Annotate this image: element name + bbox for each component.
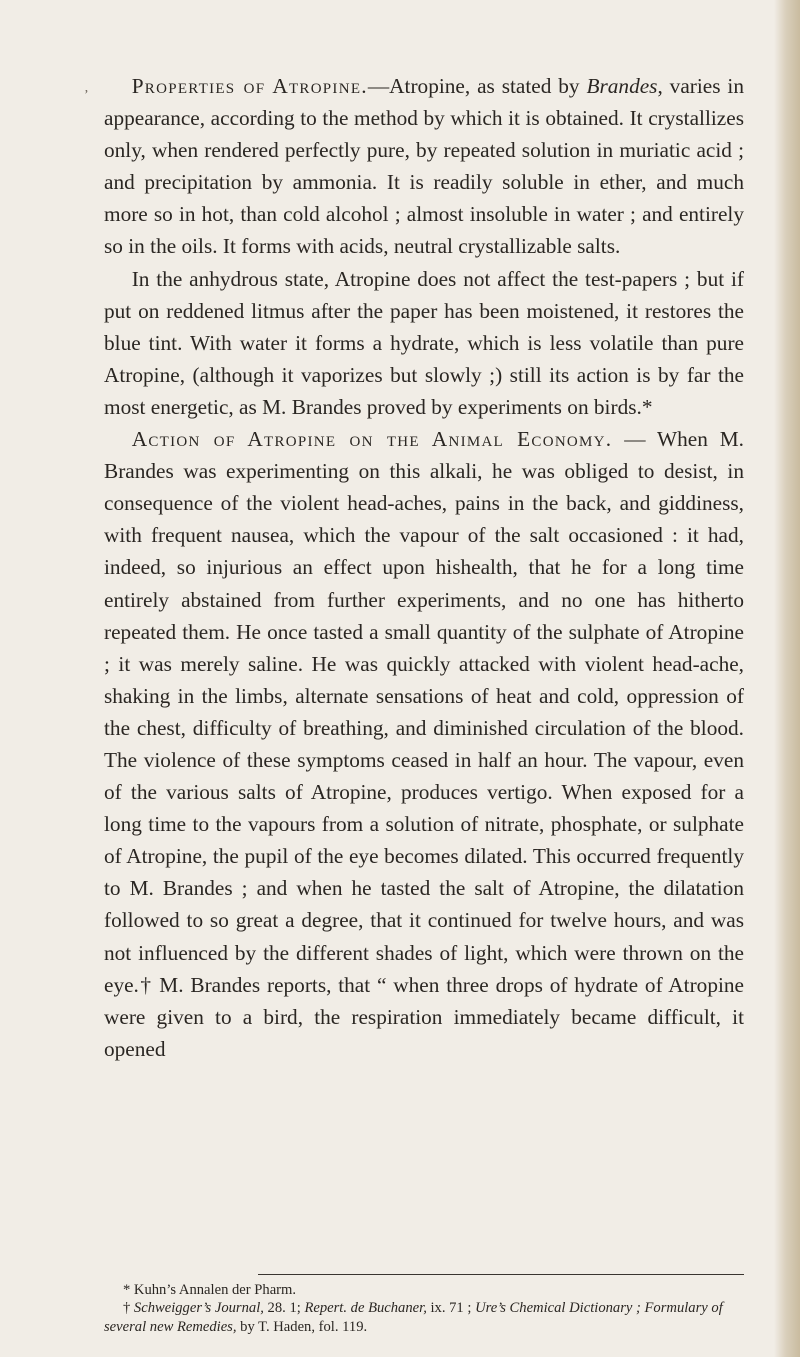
paragraph-properties: Properties of Atropine.—Atropine, as stated by Brandes, varies in appearance, according to the method by which it is obtained. It crystallizes only, when rendered perfectly pure, by repeated solution in muriatic acid ; and precipitation by ammonia. It is readily soluble in ether, and much more so in hot, than cold alcohol ; almost insoluble in water ; and entirely so in the oils. It forms with acids, neutral crystallizable salts. xyxy=(104,74,744,259)
margin-mark: ’ xyxy=(84,88,89,103)
footnote-1: * Kuhn’s Annalen der Pharm. xyxy=(122,1282,297,1298)
section-heading-properties: Properties of Atropine. xyxy=(131,74,368,98)
page-edge-shadow xyxy=(774,0,800,1357)
author-name: Brandes xyxy=(586,74,658,98)
footnotes xyxy=(104,1281,744,1336)
main-text xyxy=(104,70,744,1065)
section-heading-action: Action of Atropine on the Animal Economy. xyxy=(131,427,613,452)
footnote-divider xyxy=(258,1274,744,1275)
footnote-2: † Schweigger’s Journal, 28. 1; Repert. de Buchaner, ix. 71 ; Ure’s Chemical Dictionary ; Formulary of several new Remedies, by T. Haden, fol. 119. xyxy=(104,1300,723,1335)
paragraph-action: Action of Atropine on the Animal Economy. — When M. Brandes was experimenting on this alkali, he was obliged to desist, in consequence of the violent head-aches, pains in the back, and giddiness, with frequent nausea, which the vapour of the salt occasioned : it had, indeed, so injurious an effect upon hishealth, that he for a long time entirely abstained from further experiments, and no one has hitherto repeated them. He once tasted a small quantity of the sulphate of Atropine ; it was merely saline. He was quickly attacked with violent head-ache, shaking in the limbs, alternate sensations of heat and cold, oppression of the chest, difficulty of breathing, and diminished circulation of the blood. The violence of these symptoms ceased in half an hour. The vapour, even of the various salts of Atropine, produces vertigo. When exposed for a long time to the vapours from a solution of nitrate, phosphate, or sulphate of Atropine, the pupil of the eye becomes dilated. This occurred frequently to M. Brandes ; and when he tasted the salt of Atropine, the dilatation followed to so great a degree, that it continued for twelve hours, and was not influenced by the different shades of light, which were thrown on the eye.† M. Brandes reports, that “ when three drops of hydrate of Atropine were given to a bird, the respiration immediately became difficult, it opened xyxy=(104,427,744,1061)
paragraph-anhydrous: In the anhydrous state, Atropine does not affect the test-papers ; but if put on reddened litmus after the paper has been moistened, it restores the blue tint. With water it forms a hydrate, which is less volatile than pure Atropine, (although it vaporizes but slowly ;) still its action is by far the most energetic, as M. Brandes proved by experiments on birds.* xyxy=(104,266,744,419)
